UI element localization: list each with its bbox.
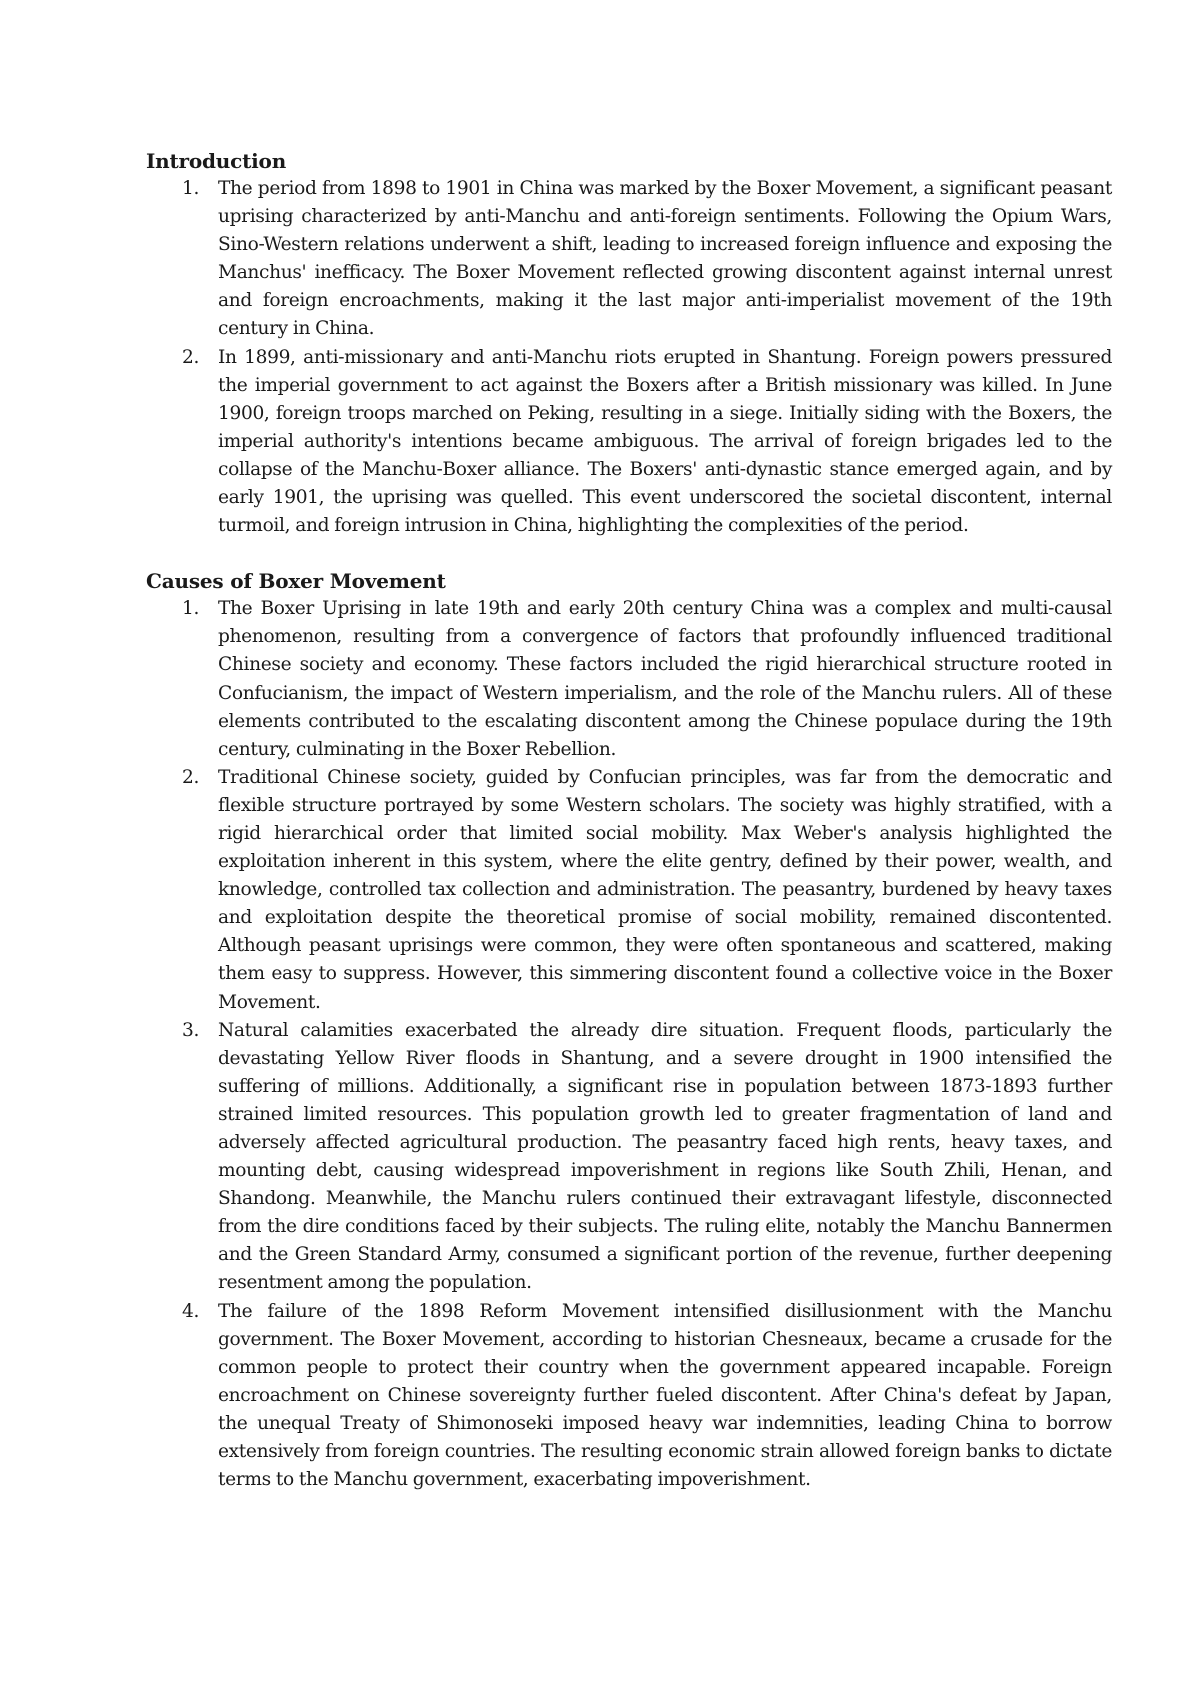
list-number: 1.: [182, 178, 200, 199]
list-item: [146, 344, 1112, 541]
section-heading: Causes of Boxer Movement: [146, 569, 446, 594]
paragraph-text: The failure of the 1898 Reform Movement intensified disillusionment with the Manchu government. The Boxer Movement, according to historian Chesneaux, became a crusade for the common people to protect their country when the government appeared incapable. Foreign encroachment on Chinese sovereignty further fueled discontent. After China's defeat by Japan, the unequal Treaty of Shimonoseki imposed heavy war indemnities, leading China to borrow extensively from foreign countries. The resulting economic strain allowed foreign banks to dictate terms to the Manchu government, exacerbating impoverishment.: [218, 1300, 1112, 1491]
paragraph-text: The Boxer Uprising in late 19th and early 20th century China was a complex and multi-causal phenomenon, resulting from a convergence of factors that profoundly influenced traditional Chinese society and economy. These factors included the rigid hierarchical structure rooted in Confucianism, the impact of Western imperialism, and the role of the Manchu rulers. All of these elements contributed to the escalating discontent among the Chinese populace during the 19th century, culminating in the Boxer Rebellion.: [218, 598, 1112, 760]
list-number: 4.: [182, 1300, 200, 1322]
numbered-list: [146, 595, 1112, 1494]
paragraph-text: In 1899, anti-missionary and anti-Manchu riots erupted in Shantung. Foreign powers pressured the imperial government to act against the Boxers after a British missionary was killed. In June 1900, foreign troops marched on Peking, resulting in a siege. Initially siding with the Boxers, the imperial authority's intentions became ambiguous. The arrival of foreign brigades led to the collapse of the Manchu-Boxer alliance. The Boxers' anti-dynastic stance emerged again, and by early 1901, the uprising was quelled. This event underscored the societal discontent, internal turmoil, and foreign intrusion in China, highlighting the complexities of the period.: [218, 346, 1112, 537]
section-heading: Introduction: [146, 149, 287, 173]
list-item: [146, 595, 1112, 764]
list-number: 2.: [182, 766, 200, 788]
list-item: [146, 175, 1112, 344]
list-number: 2.: [182, 346, 200, 368]
paragraph-text: Natural calamities exacerbated the already dire situation. Frequent floods, particularly the devastating Yellow River floods in Shantung, and a severe drought in 1900 intensified the suffering of millions. Additionally, a significant rise in population between 1873-1893 further strained limited resources. This population growth led to greater fragmentation of land and adversely affected agricultural production. The peasantry faced high rents, heavy taxes, and mounting debt, causing widespread impoverishment in regions like South Zhili, Henan, and Shandong. Meanwhile, the Manchu rulers continued their extravagant lifestyle, disconnected from the dire conditions faced by their subjects. The ruling elite, notably the Manchu Bannermen and the Green Standard Army, consumed a significant portion of the revenue, further deepening resentment among the population.: [218, 1019, 1112, 1294]
document-body: [146, 148, 1112, 1494]
numbered-list: [146, 175, 1112, 540]
list-number: 1.: [182, 598, 200, 620]
list-number: 3.: [182, 1019, 200, 1041]
list-item: [146, 1017, 1112, 1298]
list-item: [146, 764, 1112, 1017]
paragraph-text: Traditional Chinese society, guided by Confucian principles, was far from the democratic and flexible structure portrayed by some Western scholars. The society was highly stratified, with a rigid hierarchical order that limited social mobility. Max Weber's analysis highlighted the exploitation inherent in this system, where the elite gentry, defined by their power, wealth, and knowledge, controlled tax collection and administration. The peasantry, burdened by heavy taxes and exploitation despite the theoretical promise of social mobility, remained discontented. Although peasant uprisings were common, they were often spontaneous and scattered, making them easy to suppress. However, this simmering discontent found a collective voice in the Boxer Movement.: [218, 766, 1112, 1013]
section-causes: [146, 568, 1112, 1494]
section-introduction: [146, 148, 1112, 540]
paragraph-text: The period from 1898 to 1901 in China was marked by the Boxer Movement, a significant peasant uprising characterized by anti-Manchu and anti-foreign sentiments. Following the Opium Wars, Sino-Western relations underwent a shift, leading to increased foreign influence and exposing the Manchus' inefficacy. The Boxer Movement reflected growing discontent against internal unrest and foreign encroachments, making it the last major anti-imperialist movement of the 19th century in China.: [218, 178, 1112, 340]
list-item: [146, 1298, 1112, 1495]
